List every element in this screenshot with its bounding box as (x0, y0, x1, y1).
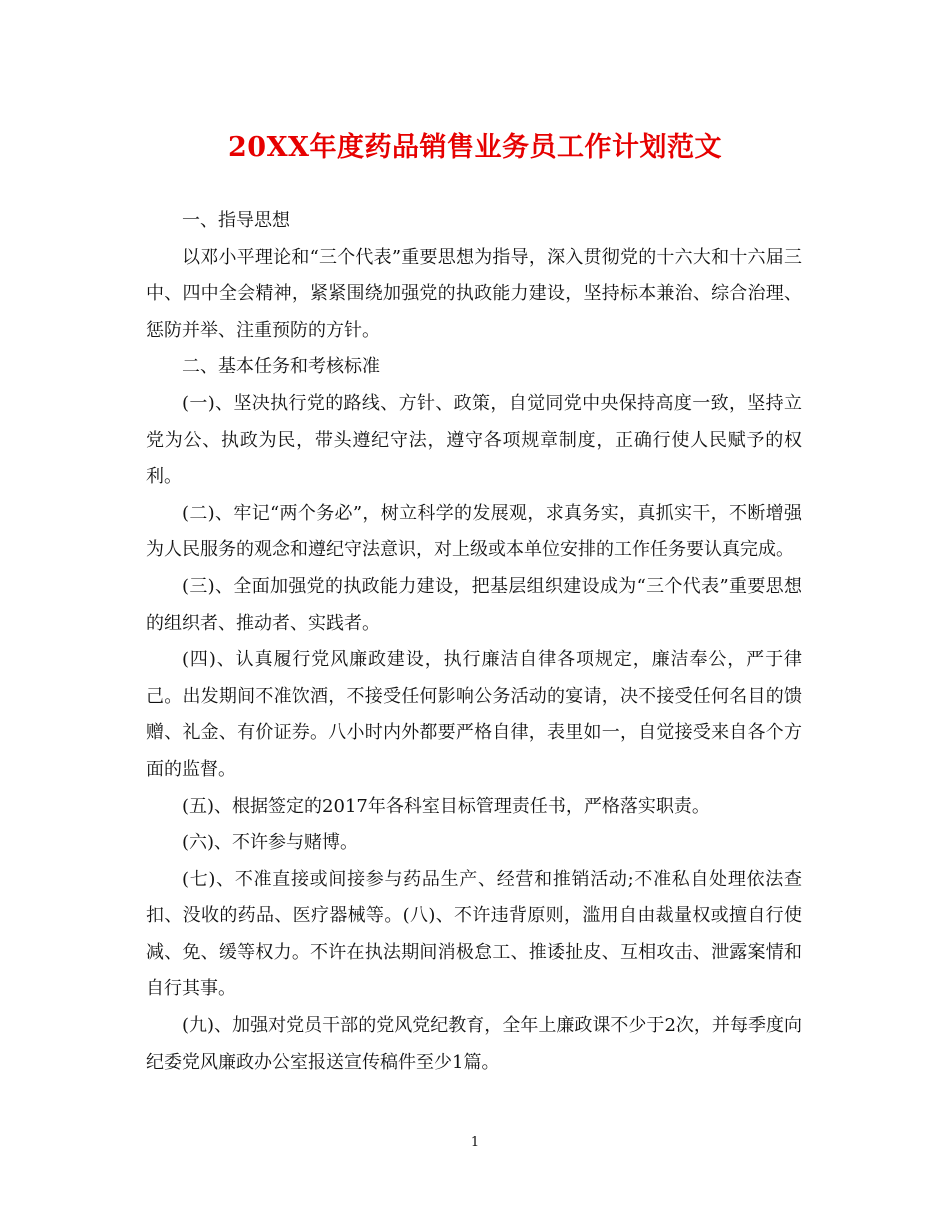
paragraph-item-2: (二)、牢记“两个务必”，树立科学的发展观，求真务实，真抓实干，不断增强为人民服务的观念和遵纪守法意识，对上级或本单位安排的工作任务要认真完成。 (146, 502, 802, 561)
page-number: 1 (470, 1135, 480, 1150)
document-body (146, 203, 802, 1081)
heading-tasks-and-standards: 二、基本任务和考核标准 (182, 356, 380, 378)
document-title: 20XX年度药品销售业务员工作计划范文 (228, 132, 722, 163)
paragraph-item-6: (六)、不许参与赌博。 (182, 832, 359, 854)
paragraph-item-4: (四)、认真履行党风廉政建设，执行廉洁自律各项规定，廉洁奉公，严于律己。出发期间不准饮酒，不接受任何影响公务活动的宴请，决不接受任何名目的馈赠、礼金、有价证券。八小时内外都要严格自律，表里如一，自觉接受来自各个方面的监督。 (146, 649, 802, 780)
paragraph-item-5: (五)、根据签定的2017年各科室目标管理责任书，严格落实职责。 (182, 795, 710, 817)
paragraph-item-3: (三)、全面加强党的执政能力建设，把基层组织建设成为“三个代表”重要思想的组织者、推动者、实践者。 (146, 575, 802, 634)
heading-guiding-thought: 一、指导思想 (182, 210, 290, 231)
paragraph-item-7-8: (七)、不准直接或间接参与药品生产、经营和推销活动;不准私自处理依法查扣、没收的药品、医疗器械等。(八)、不许违背原则，滥用自由裁量权或擅自行使减、免、缓等权力。不许在执法期间消极怠工、推诿扯皮、互相攻击、泄露案情和自行其事。 (146, 868, 802, 1000)
paragraph-item-9: (九)、加强对党员干部的党风党纪教育，全年上廉政课不少于2次，并每季度向纪委党风廉政办公室报送宣传稿件至少1篇。 (146, 1015, 802, 1073)
paragraph-item-1: (一)、坚决执行党的路线、方针、政策，自觉同党中央保持高度一致，坚持立党为公、执政为民，带头遵纪守法，遵守各项规章制度，正确行使人民赋予的权利。 (146, 392, 802, 488)
paragraph-guiding-thought: 以邓小平理论和“三个代表”重要思想为指导，深入贯彻党的十六大和十六届三中、四中全会精神，紧紧围绕加强党的执政能力建设，坚持标本兼治、综合治理、惩防并举、注重预防的方针。 (146, 246, 802, 341)
